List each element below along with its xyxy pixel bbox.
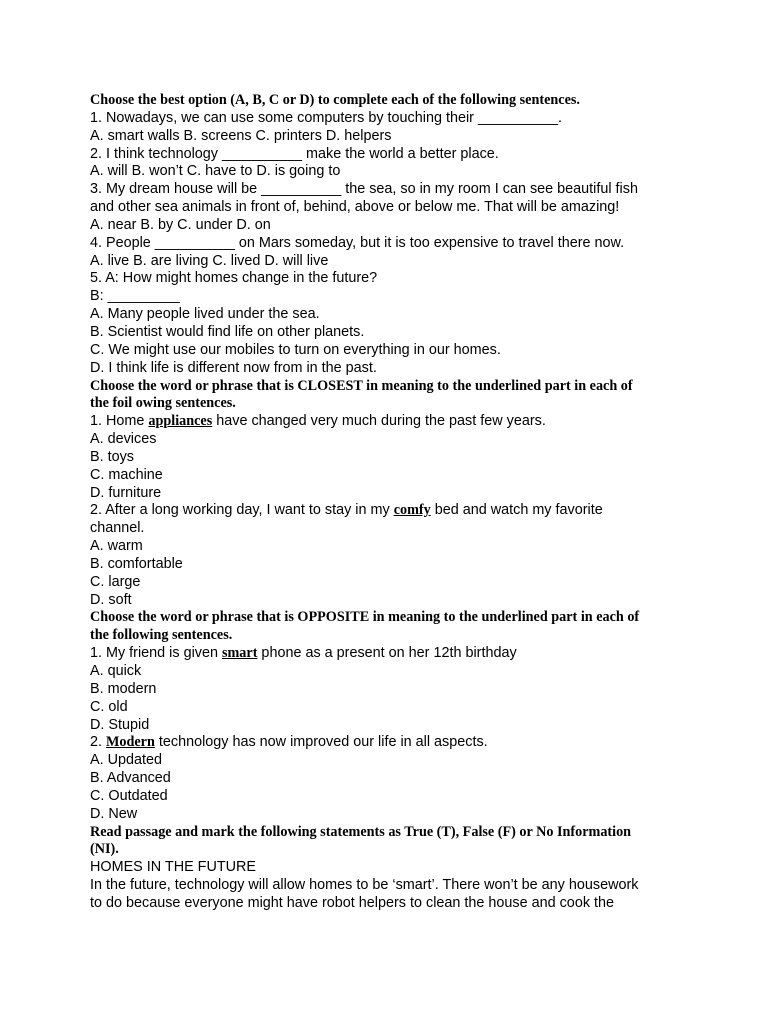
s2-q2-post: bed and watch my favorite xyxy=(430,502,603,519)
s2-q2-pre: 2. After a long working day, I want to stay in my xyxy=(90,502,394,519)
s3-q1-option-d: D. Stupid xyxy=(90,716,150,733)
section2-heading-line1: Choose the word or phrase that is CLOSEST in meaning to the underlined part in each of xyxy=(90,377,633,394)
s2-q2-option-d: D. soft xyxy=(90,591,132,608)
s1-question-5: 5. A: How might homes change in the future? xyxy=(90,270,378,287)
s3-q1-underlined-word: smart xyxy=(221,645,258,662)
s2-question-1 xyxy=(90,413,690,431)
s1-question-2: 2. I think technology __________ make the world a better place. xyxy=(90,145,499,162)
s1-question-5-option-a: A. Many people lived under the sea. xyxy=(90,306,320,323)
section3-heading-line2: the following sentences. xyxy=(90,627,233,644)
s2-q2-option-c: C. large xyxy=(90,573,141,590)
s2-q2-underlined-word: comfy xyxy=(393,502,431,519)
s3-q2-underlined-word: Modern xyxy=(106,734,155,751)
section4-heading-line2: (NI). xyxy=(90,841,119,858)
worksheet-page xyxy=(90,92,690,913)
s2-q1-option-a: A. devices xyxy=(90,431,157,448)
s2-q1-pre: 1. Home xyxy=(90,413,149,430)
s1-question-2-options: A. will B. won’t C. have to D. is going to xyxy=(90,163,341,180)
s1-question-3-options: A. near B. by C. under D. on xyxy=(90,216,271,233)
section3-heading-line1: Choose the word or phrase that is OPPOSITE in meaning to the underlined part in each of xyxy=(90,609,640,626)
s3-question-1 xyxy=(90,645,690,663)
s2-q1-option-c: C. machine xyxy=(90,466,163,483)
s1-question-3-line1: 3. My dream house will be __________ the sea, so in my room I can see beautiful fish xyxy=(90,181,638,198)
s1-question-1-options: A. smart walls B. screens C. printers D. helpers xyxy=(90,127,392,144)
s1-question-5-option-c: C. We might use our mobiles to turn on everything in our homes. xyxy=(90,341,501,358)
s1-question-3-line2: and other sea animals in front of, behind, above or below me. That will be amazing! xyxy=(90,199,620,216)
s2-q1-option-d: D. furniture xyxy=(90,484,162,501)
s3-q2-option-a: A. Updated xyxy=(90,752,163,769)
passage-line-2: to do because everyone might have robot helpers to clean the house and cook the xyxy=(90,894,615,911)
s1-question-4: 4. People __________ on Mars someday, but it is too expensive to travel there now. xyxy=(90,234,625,251)
s2-q1-underlined-word: appliances xyxy=(148,413,213,430)
s1-question-5-option-d: D. I think life is different now from in the past. xyxy=(90,359,377,376)
s2-q2-option-a: A. warm xyxy=(90,538,143,555)
s2-q2-option-b: B. comfortable xyxy=(90,555,183,572)
section1-heading: Choose the best option (A, B, C or D) to complete each of the following sentences. xyxy=(90,92,580,108)
s3-q2-pre: 2. xyxy=(90,734,106,751)
passage-title: HOMES IN THE FUTURE xyxy=(90,859,257,876)
s3-q2-option-d: D. New xyxy=(90,805,138,822)
s2-q1-post: have changed very much during the past few years. xyxy=(212,413,546,430)
s3-q1-option-a: A. quick xyxy=(90,663,142,679)
s3-q2-option-b: B. Advanced xyxy=(90,770,171,787)
section4-heading-line1: Read passage and mark the following statements as True (T), False (F) or No Information xyxy=(90,823,632,840)
s1-question-5-blank: B: _________ xyxy=(90,288,180,305)
s1-question-4-options: A. live B. are living C. lived D. will live xyxy=(90,252,329,269)
s2-question-2 xyxy=(90,502,690,520)
s2-question-2-line2: channel. xyxy=(90,520,145,537)
s3-q1-option-b: B. modern xyxy=(90,680,157,697)
s3-question-2 xyxy=(90,734,690,752)
passage-line-1: In the future, technology will allow homes to be ‘smart’. There won’t be any housework xyxy=(90,877,639,894)
s3-q2-post: technology has now improved our life in all aspects. xyxy=(154,734,488,751)
s1-question-5-option-b: B. Scientist would find life on other planets. xyxy=(90,323,365,340)
s2-q1-option-b: B. toys xyxy=(90,448,134,465)
section2-heading-line2: the foil owing sentences. xyxy=(90,395,236,412)
s3-q1-pre: 1. My friend is given xyxy=(90,645,222,662)
s3-q1-post: phone as a present on her 12th birthday xyxy=(257,645,517,662)
s3-q2-option-c: C. Outdated xyxy=(90,787,168,804)
s3-q1-option-c: C. old xyxy=(90,698,128,715)
s1-question-1: 1. Nowadays, we can use some computers by touching their __________. xyxy=(90,109,562,126)
